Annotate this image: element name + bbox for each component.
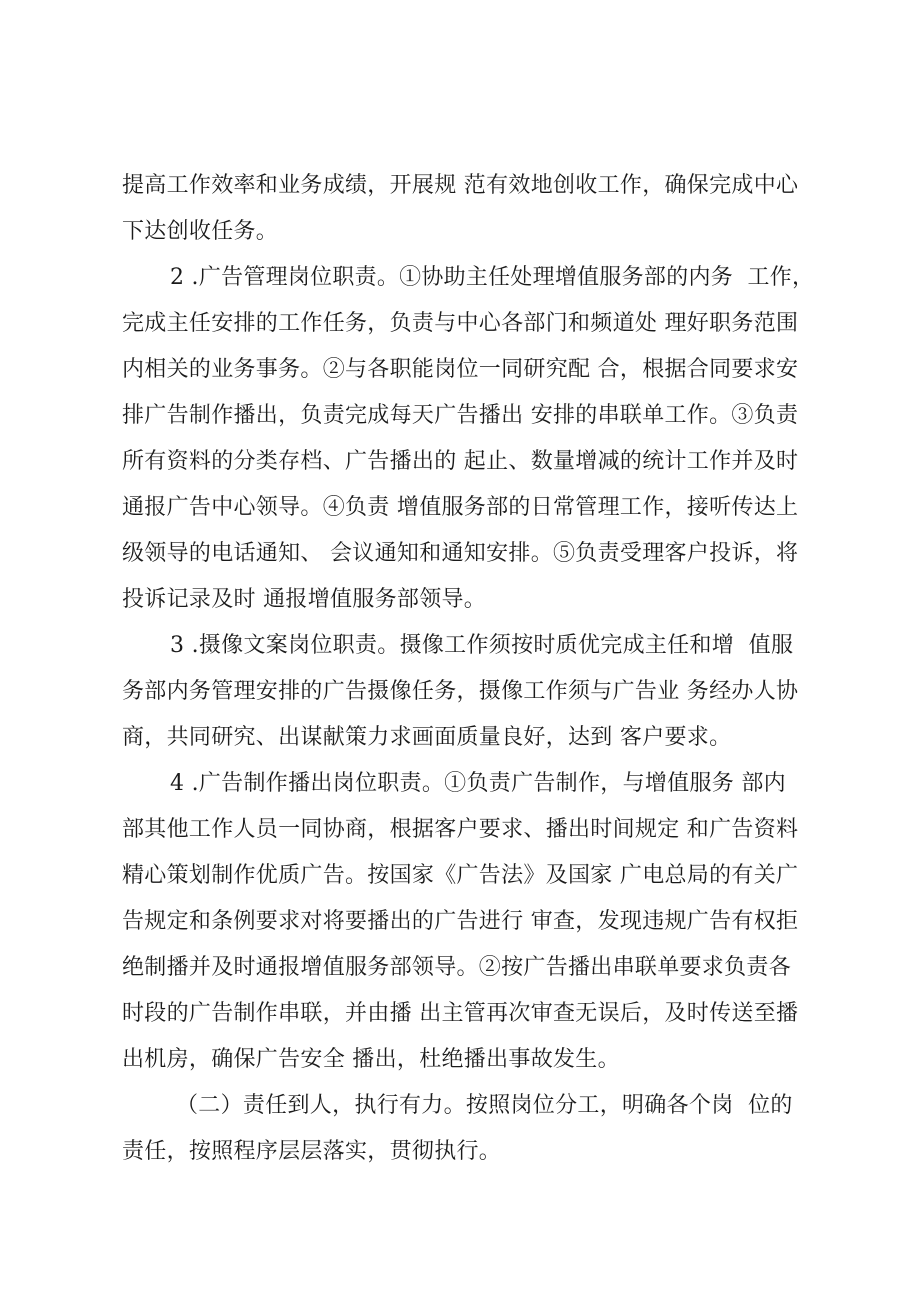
text-line: 务部内务管理安排的广告摄像任务，摄像工作须与广告业 务经办人协 [122, 679, 799, 704]
text-line: 排广告制作播出，负责完成每天广告播出 安排的串联单工作。③负责 [122, 403, 799, 428]
text-line: 所有资料的分类存档、广告播出的 起止、数量增减的统计工作并及时 [122, 449, 799, 474]
text-line: 2 .广告管理岗位职责。①协助主任处理增值服务部的内务 工作， [170, 265, 815, 290]
text-line: 内相关的业务事务。②与各职能岗位一同研究配 合，根据合同要求安 [122, 357, 799, 382]
text-line: 告规定和条例要求对将要播出的广告进行 审查，发现违规广告有权拒 [122, 909, 799, 934]
text-line: 通报广告中心领导。④负责 增值服务部的日常管理工作，接听传达上 [122, 495, 799, 520]
text-line: 投诉记录及时 通报增值服务部领导。 [122, 587, 487, 612]
text-line: 完成主任安排的工作任务，负责与中心各部门和频道处 理好职务范围 [122, 311, 799, 336]
text-line: 部其他工作人员一同协商，根据客户要求、播出时间规定 和广告资料 [122, 817, 799, 842]
text-line: 商，共同研究、出谋献策力求画面质量良好，达到 客户要求。 [122, 725, 732, 750]
text-line: （二）责任到人，执行有力。按照岗位分工，明确各个岗 位的 [176, 1093, 793, 1118]
text-line: 时段的广告制作串联，并由播 出主管再次审查无误后，及时传送至播 [122, 1001, 799, 1026]
text-line: 出机房，确保广告安全 播出，杜绝播出事故发生。 [122, 1047, 620, 1072]
text-line: 下达创收任务。 [122, 219, 279, 244]
text-line: 绝制播并及时通报增值服务部领导。②按广告播出串联单要求负责各 [122, 955, 792, 980]
text-line: 责任，按照程序层层落实，贯彻执行。 [122, 1139, 502, 1164]
text-line: 3 .摄像文案岗位职责。摄像工作须按时质优完成主任和增 值服 [170, 633, 794, 658]
text-line: 4 .广告制作播出岗位职责。①负责广告制作，与增值服务 部内 [170, 771, 786, 796]
text-line: 提高工作效率和业务成绩，开展规 范有效地创收工作，确保完成中心 [122, 173, 799, 198]
text-line: 精心策划制作优质广告。按国家《广告法》及国家 广电总局的有关广 [122, 863, 799, 888]
text-line: 级领导的电话通知、 会议通知和通知安排。⑤负责受理客户投诉，将 [122, 541, 799, 566]
